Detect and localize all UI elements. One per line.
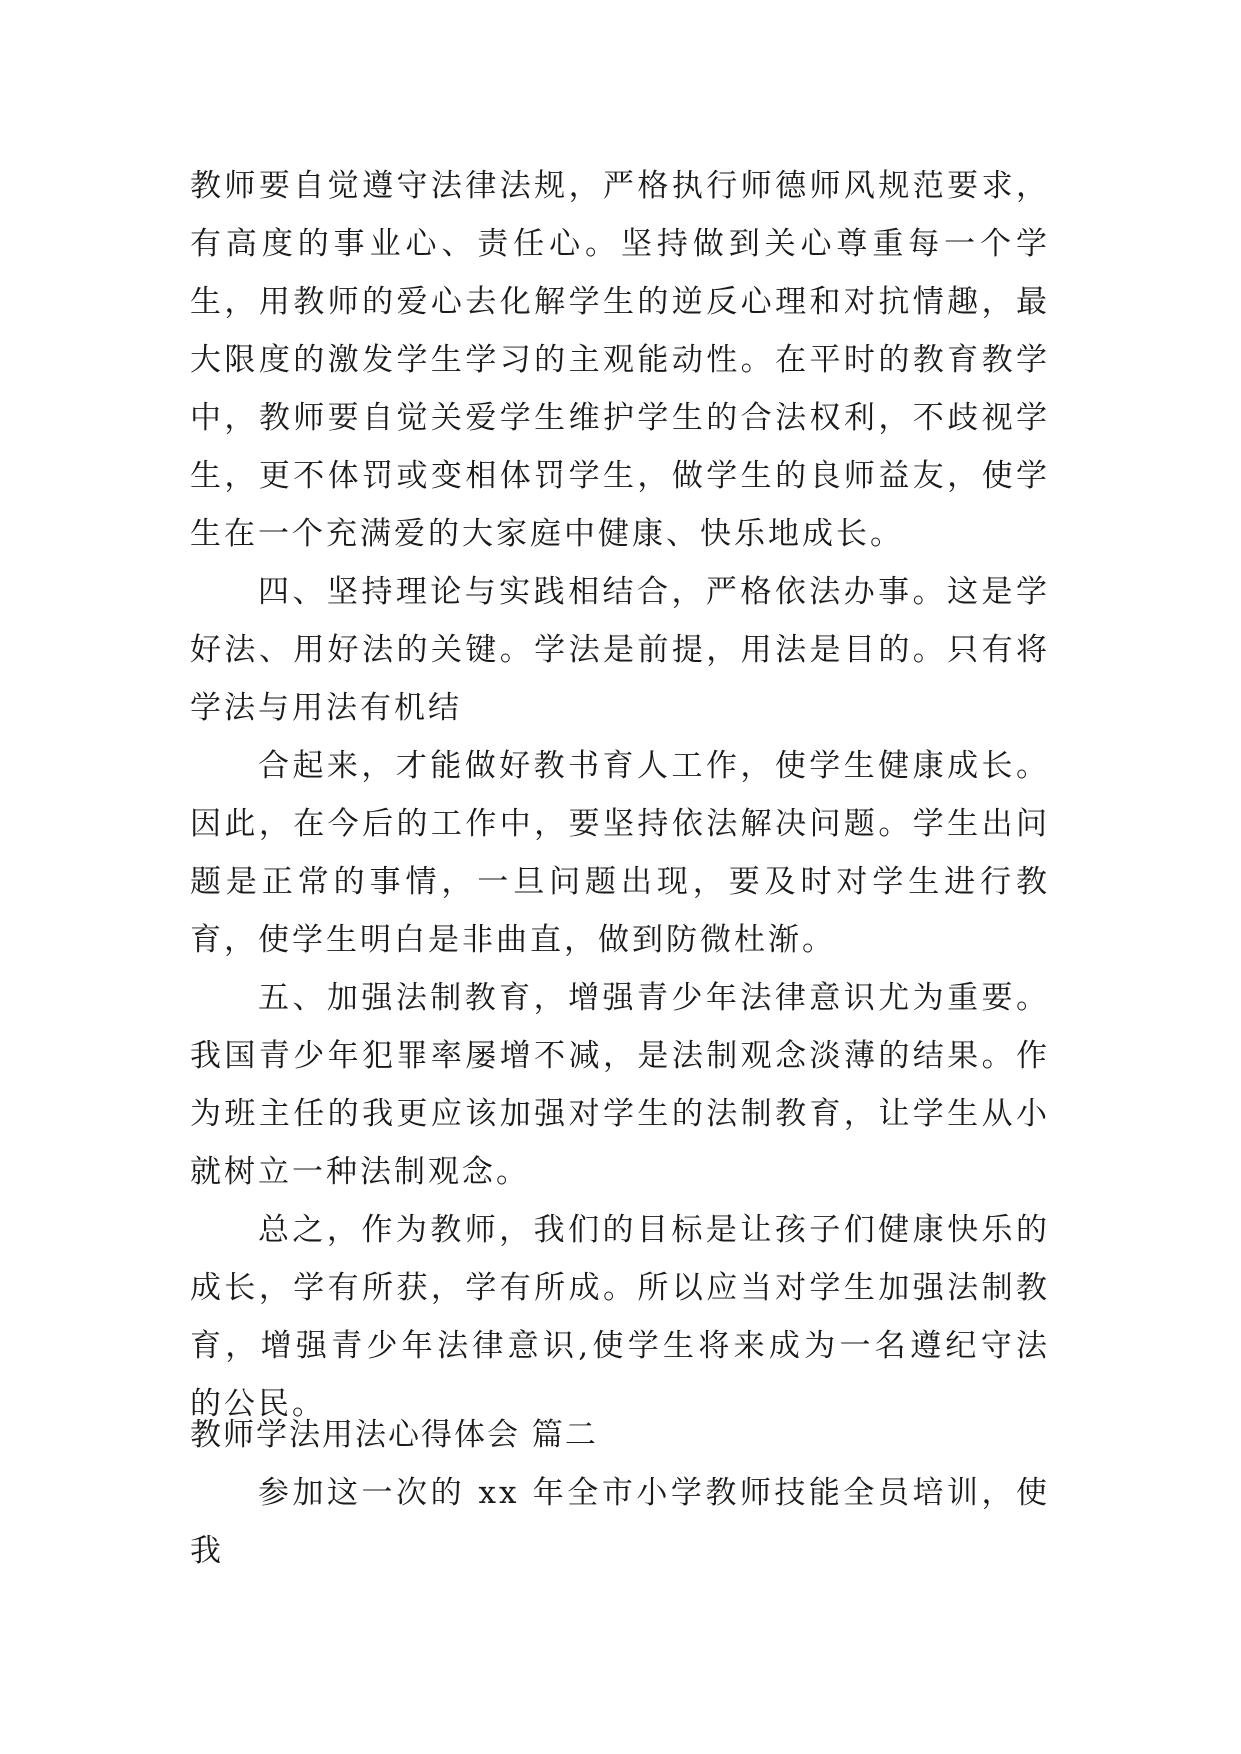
body-paragraph: 合起来，才能做好教书育人工作，使学生健康成长。因此，在今后的工作中，要坚持依法解决问题。学生出问题是正常的事情，一旦问题出现，要及时对学生进行教育，使学生明白是非曲直，做到防微杜渐。 [190,748,1050,958]
body-paragraph: 教师要自觉遵守法律法规，严格执行师德师风规范要求，有高度的事业心、责任心。坚持做到关心尊重每一个学生，用教师的爱心去化解学生的逆反心理和对抗情趣，最大限度的激发学生学习的主观能动性。在平时的教育教学中，教师要自觉关爱学生维护学生的合法权利，不歧视学生，更不体罚或变相体罚学生，做学生的良师益友，使学生在一个充满爱的大家庭中健康、快乐地成长。 [190,168,1050,552]
section-heading: 教师学法用法心得体会 篇二 [190,1417,598,1453]
body-paragraph: 四、坚持理论与实践相结合，严格依法办事。这是学好法、用好法的关键。学法是前提，用法是目的。只有将学法与用法有机结 [190,574,1050,726]
body-paragraph: 五、加强法制教育，增强青少年法律意识尤为重要。我国青少年犯罪率屡增不减，是法制观念淡薄的结果。作为班主任的我更应该加强对学生的法制教育，让学生从小就树立一种法制观念。 [190,980,1050,1190]
body-paragraph: 总之，作为教师，我们的目标是让孩子们健康快乐的成长，学有所获，学有所成。所以应当对学生加强法制教育，增强青少年法律意识,使学生将来成为一名遵纪守法的公民。 [190,1212,1050,1422]
body-paragraph: 参加这一次的 xx 年全市小学教师技能全员培训，使我 [190,1475,1050,1569]
